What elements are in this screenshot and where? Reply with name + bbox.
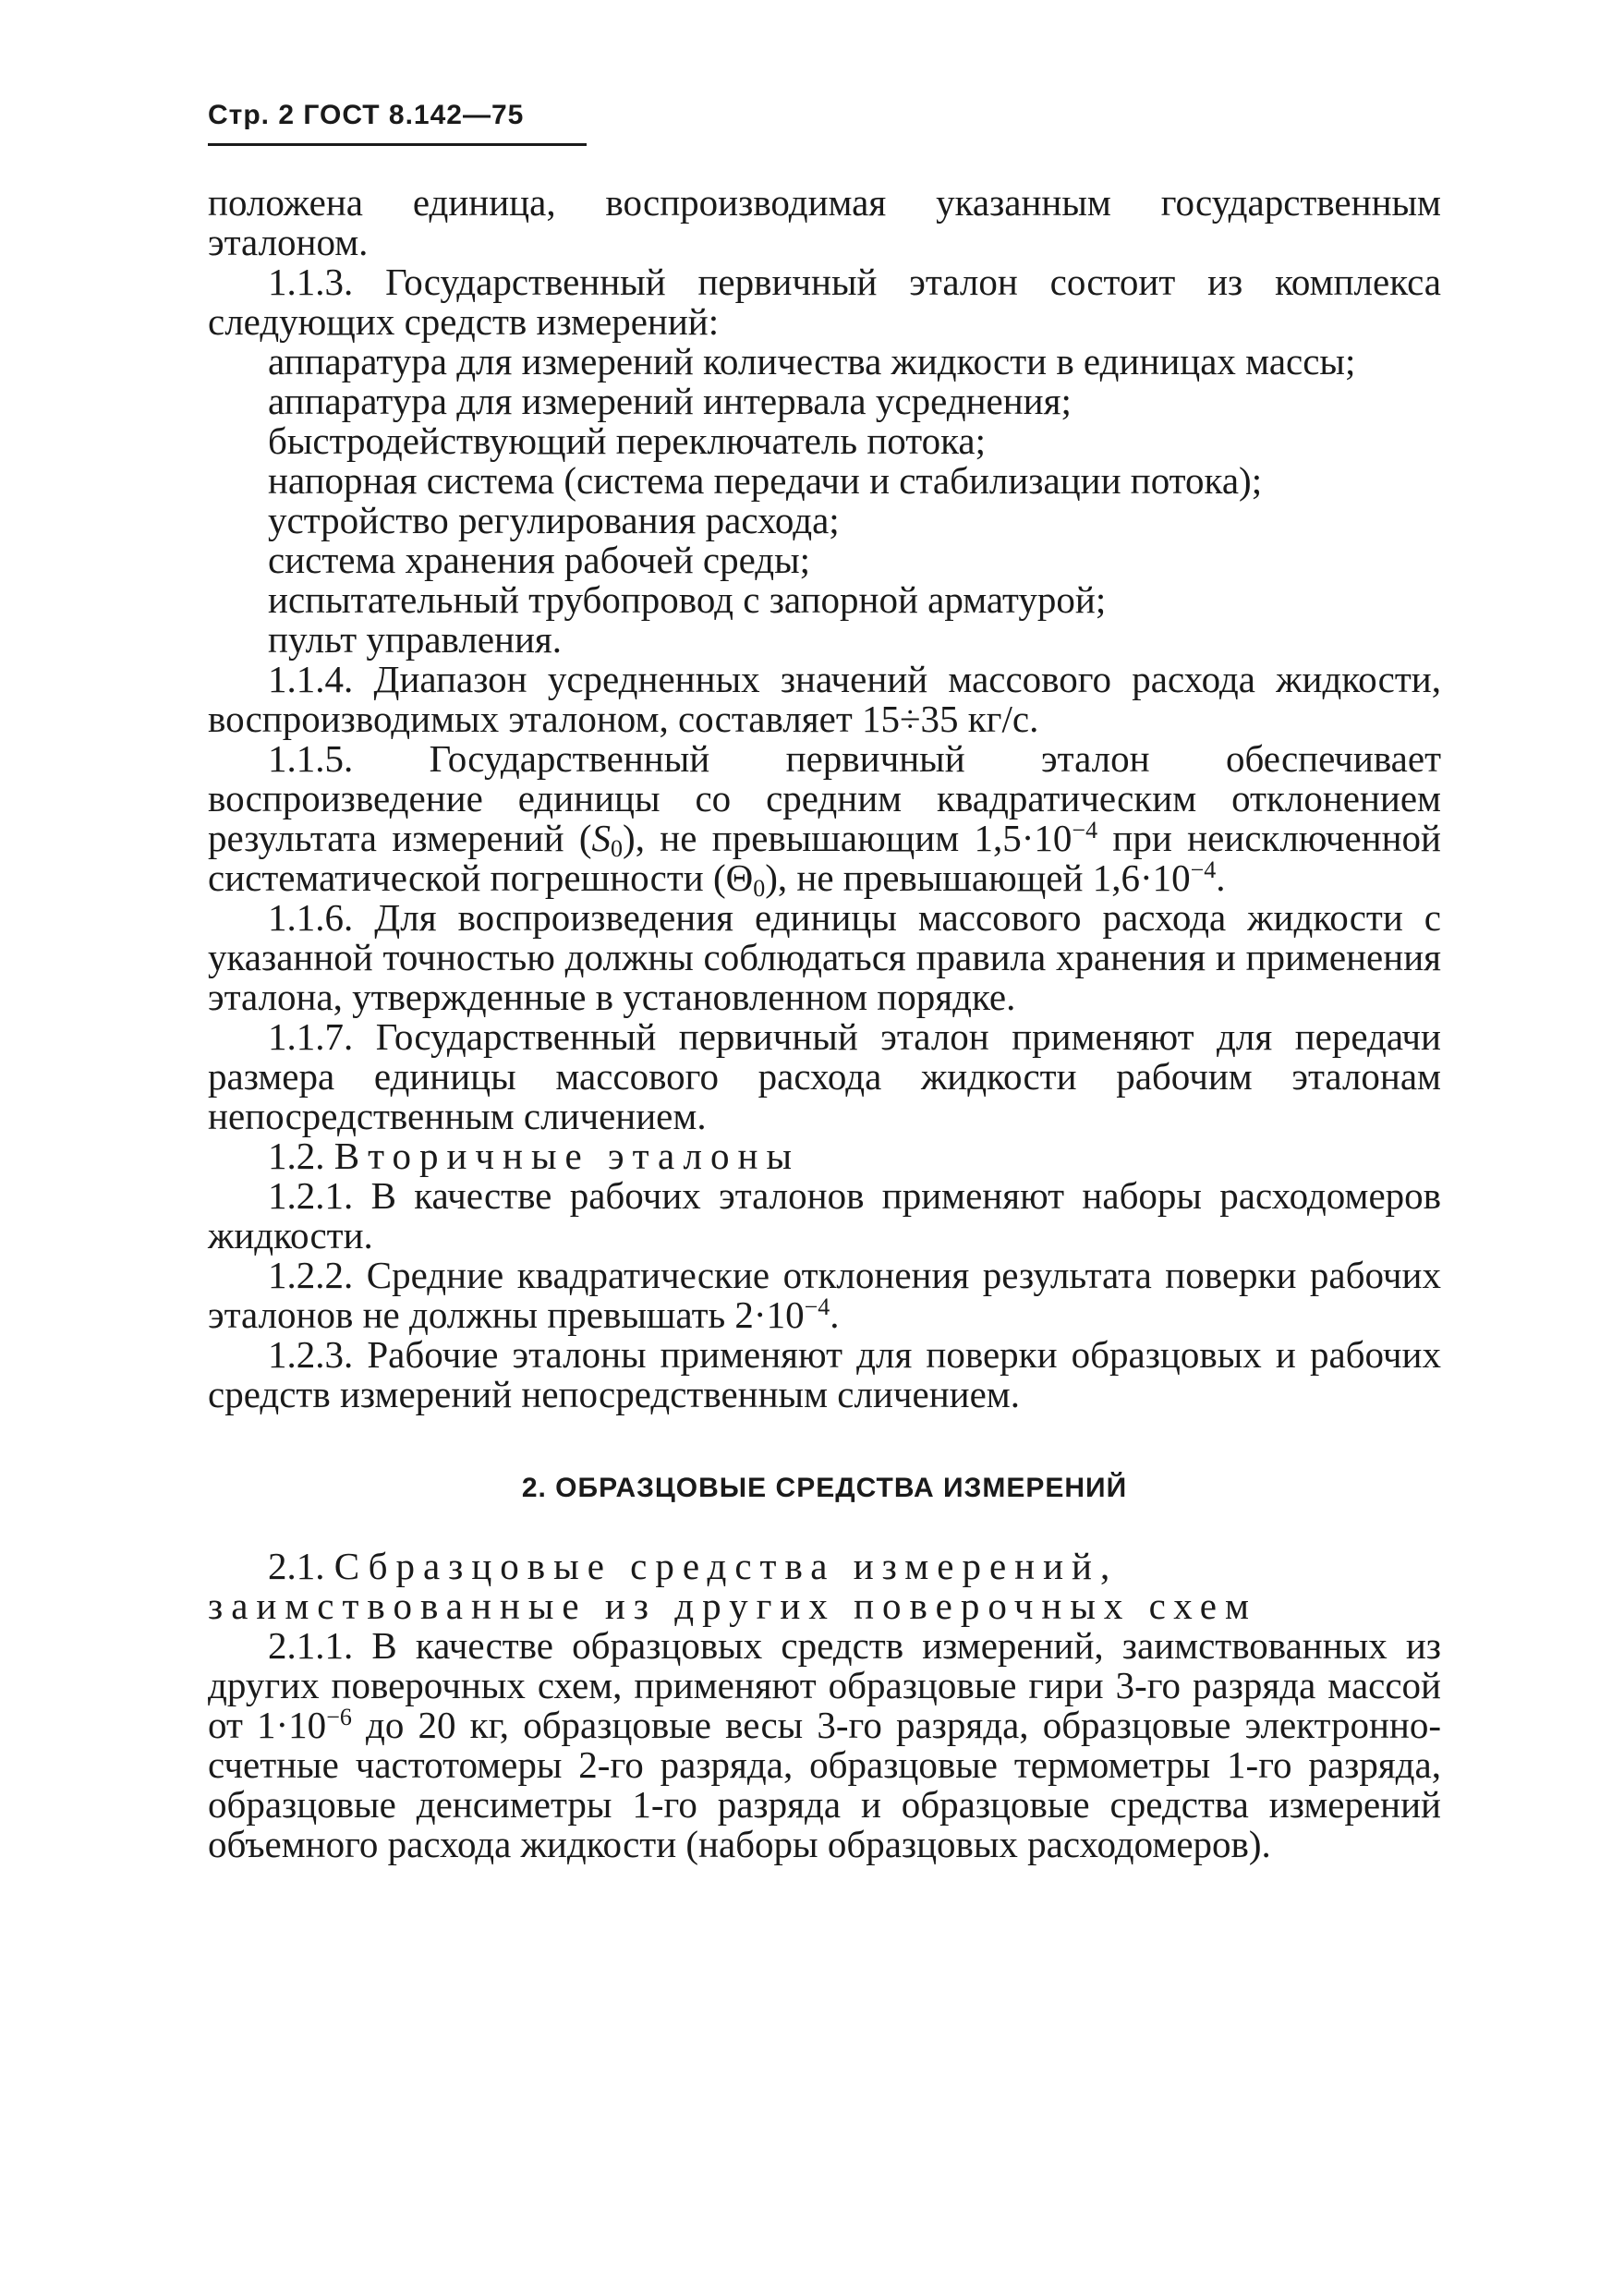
document-body xyxy=(208,183,1441,1864)
subheading-2-1-title: Сбразцовые средства измерений, заимствованные из других поверочных схем xyxy=(208,1545,1257,1627)
paragraph-2-1-1: 2.1.1. В качестве образцовых средств измерений, заимствованных из других поверочных схем, применяют образцовые гири 3-го разряда массой от $1\cdot 10^{-6}$ до 20 кг, образцовые весы 3-го разряда, образцовые электронно-счетные частотомеры 2-го разряда, образцовые термометры 1-го разряда, образцовые денсиметры 1-го разряда и образцовые средства измерений объемного расхода жидкости (наборы образцовых расходомеров). xyxy=(208,1624,1441,1865)
running-header: Стр. 2 ГОСТ 8.142—75 xyxy=(208,100,525,130)
paragraph-1-1-3: 1.1.3. Государственный первичный эталон состоит из комплекса следующих средств измерений: xyxy=(208,261,1441,343)
equipment-list xyxy=(208,342,1441,660)
paragraph-1-2-2: 1.2.2. Средние квадратические отклонения результата поверки рабочих эталонов не должны превышать $2\cdot 10^{-4}$. xyxy=(208,1254,1441,1336)
subheading-2-1: 2.1. Сбразцовые средства измерений, заимствованные из других поверочных схем xyxy=(208,1545,1257,1627)
list-item: быстродействующий переключатель потока; xyxy=(268,419,986,462)
paragraph-1-1-5: 1.1.5. Государственный первичный эталон обеспечивает воспроизведение единицы со средним квадратическим отклонением результата измерений $(S_0)$, не превышающим $1,5\cdot 10^{-4}$ при неисключенной систематической погрешности $(\Theta_0)$, не превышающей $1,6\cdot 10^{-4}$. xyxy=(208,737,1441,902)
paragraph-intro: положена единица, воспроизводимая указанным государственным эталоном. xyxy=(208,181,1441,263)
list-item: напорная система (система передачи и стабилизации потока); xyxy=(268,459,1263,502)
list-item: пульт управления. xyxy=(268,618,563,661)
paragraph-1-1-7: 1.1.7. Государственный первичный эталон применяют для передачи размера единицы массового расхода жидкости рабочим эталонам непосредственным сличением. xyxy=(208,1015,1441,1137)
paragraph-1-2-3: 1.2.3. Рабочие эталоны применяют для поверки образцовых и рабочих средств измерений непосредственным сличением. xyxy=(208,1333,1441,1415)
subheading-1-2-title: Вторичные эталоны xyxy=(333,1135,800,1177)
paragraph-1-2-1: 1.2.1. В качестве рабочих эталонов применяют наборы расходомеров жидкости. xyxy=(208,1174,1441,1256)
paragraph-1-1-4: 1.1.4. Диапазон усредненных значений массового расхода жидкости, воспроизводимых эталоном, составляет 15÷35 кг/с. xyxy=(208,658,1441,740)
list-item: устройство регулирования расхода; xyxy=(268,499,840,541)
list-item: испытательный трубопровод с запорной арматурой; xyxy=(268,578,1107,621)
subheading-1-2: 1.2. Вторичные эталоны xyxy=(268,1135,800,1177)
list-item: аппаратура для измерений количества жидкости в единицах массы; xyxy=(268,340,1356,382)
list-item: аппаратура для измерений интервала усреднения; xyxy=(268,380,1072,422)
list-item: система хранения рабочей среды; xyxy=(268,539,811,581)
section-2-heading: 2. ОБРАЗЦОВЫЕ СРЕДСТВА ИЗМЕРЕНИЙ xyxy=(521,1473,1128,1503)
header-rule xyxy=(208,143,587,146)
paragraph-1-1-6: 1.1.6. Для воспроизведения единицы массового расхода жидкости с указанной точностью должны соблюдаться правила хранения и применения эталона, утвержденные в установленном порядке. xyxy=(208,896,1441,1018)
